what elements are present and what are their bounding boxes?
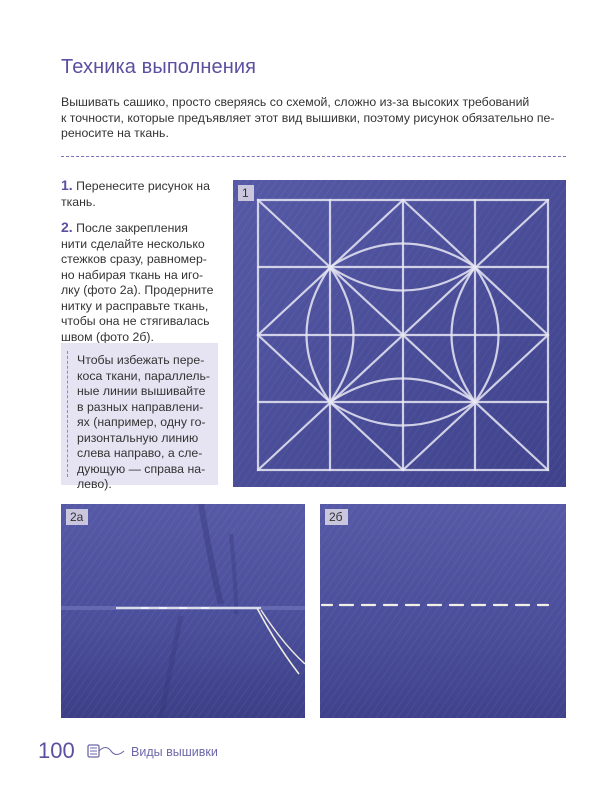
- step-number: 2.: [61, 219, 73, 235]
- page-number: 100: [38, 738, 75, 763]
- photo-label: 2а: [66, 509, 88, 525]
- intro-line: к точности, которые предъявляет этот вид вышивки, поэтому рисунок обязательно пе-: [61, 110, 555, 125]
- running-stitch-image: [320, 504, 566, 718]
- step-text-line: нити сделайте несколько: [61, 236, 205, 251]
- tip-line: Чтобы избежать пере-: [77, 353, 205, 367]
- tip-line: слева направо, а сле-: [77, 446, 203, 460]
- tip-box: [61, 343, 218, 491]
- step-text-line: но набирая ткань на иго-: [61, 267, 204, 282]
- step-text-line: После закрепления: [76, 221, 188, 235]
- step-2: [61, 220, 226, 345]
- step-text-line: Перенесите рисунок на: [76, 179, 210, 193]
- tip-line: ях (например, одну го-: [77, 415, 206, 429]
- page-title: Техника выполнения: [61, 56, 257, 78]
- steps-list: [61, 178, 226, 355]
- step-number: 1.: [61, 177, 73, 193]
- tip-line: ные линии вышивайте: [77, 384, 206, 398]
- step-text-line: нитку и расправьте ткань,: [61, 298, 209, 313]
- tip-line: лево).: [77, 477, 112, 491]
- tip-line: коса ткани, параллель-: [77, 368, 211, 383]
- photo-2b-running-stitches: [320, 504, 566, 718]
- photo-label: 2б: [325, 509, 348, 525]
- photo-1-pattern-transfer: [233, 180, 566, 487]
- step-text-line: чтобы она не стягивалась: [61, 314, 210, 328]
- section-divider: [61, 156, 566, 157]
- tip-line: дующую — справа на-: [77, 461, 206, 476]
- step-text-line: ткань.: [61, 194, 96, 209]
- intro-line: реносите на ткань.: [61, 126, 169, 140]
- tip-text: [77, 353, 213, 493]
- tip-dashed-rule: [67, 351, 68, 477]
- step-text-line: лку (фото 2а). Продерните: [61, 283, 214, 297]
- tip-line: ризонтальную линию: [77, 430, 199, 445]
- section-name: Виды вышивки: [131, 745, 218, 759]
- intro-line: Вышивать сашико, просто сверяясь со схемой, сложно из-за высоких требований: [61, 95, 530, 109]
- intro-paragraph: [61, 95, 571, 142]
- step-text-line: швом (фото 2б).: [61, 329, 154, 344]
- photo-2a-needle-stitching: [61, 504, 305, 718]
- thread-spool-icon: [86, 742, 128, 765]
- needle-fabric-image: [61, 504, 305, 718]
- chalk-pattern-image: [233, 180, 566, 487]
- tip-line: в разных направлени-: [77, 399, 204, 414]
- photo-label: 1: [238, 185, 254, 201]
- step-text-line: стежков сразу, равномер-: [61, 252, 207, 266]
- step-1: [61, 178, 226, 210]
